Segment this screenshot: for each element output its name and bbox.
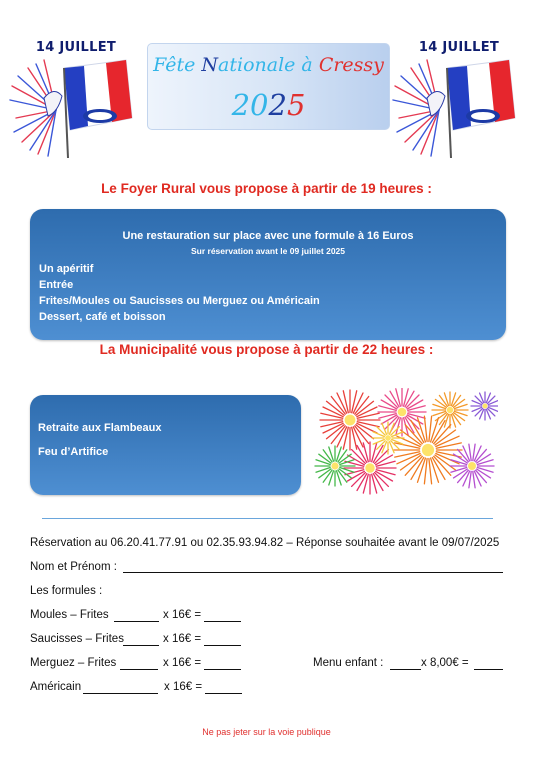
formulas-label: Les formules :: [30, 585, 103, 597]
restauration-panel: [30, 209, 506, 340]
formula-price-saucisses: x 16€ =: [163, 633, 202, 645]
menu-item: Frites/Moules ou Saucisses ou Merguez ou Américain: [39, 295, 320, 307]
kids-total-line[interactable]: [474, 669, 503, 670]
title-part-3: N: [201, 54, 219, 76]
kids-menu-price: x 8,00€ =: [421, 657, 469, 669]
fireworks-illustration: [310, 388, 498, 498]
quantity-line-americain[interactable]: [83, 693, 158, 694]
quantity-line-merguez[interactable]: [120, 669, 158, 670]
firework-burst: [471, 392, 498, 420]
title-part-4: ationale à: [218, 54, 319, 76]
reservation-contact-line: Réservation au 06.20.41.77.91 ou 02.35.93.94.82 – Réponse souhaitée avant le 09/07/2025: [30, 537, 500, 549]
flag-caption-right: 14 JUILLET: [418, 40, 500, 55]
firework-burst: [372, 422, 404, 454]
title-part-5: Cressy: [318, 54, 384, 76]
total-line-saucisses[interactable]: [204, 645, 241, 646]
total-line-americain[interactable]: [205, 693, 242, 694]
event-item-flambeaux: Retraite aux Flambeaux: [38, 422, 162, 434]
quantity-line-saucisses[interactable]: [123, 645, 159, 646]
kids-menu-label: Menu enfant :: [313, 657, 384, 669]
flag-firework-illustration-left: [8, 38, 144, 158]
flag-firework-illustration-right: [391, 38, 527, 158]
restauration-formula-line: Une restauration sur place avec une formule à 16 Euros: [122, 230, 414, 242]
year-part-3: 5: [286, 88, 306, 122]
formula-price-merguez: x 16€ =: [163, 657, 202, 669]
total-line-moules[interactable]: [204, 621, 241, 622]
municipalite-heading: La Municipalité vous propose à partir de 22 heures :: [99, 342, 434, 357]
firework-burst: [394, 416, 462, 484]
evening-events-panel: [30, 395, 301, 495]
title-part-2: ête: [165, 54, 202, 76]
firework-burst: [320, 390, 380, 450]
quantity-line-moules[interactable]: [114, 621, 159, 622]
formula-price-moules: x 16€ =: [163, 609, 202, 621]
name-label: Nom et Prénom :: [30, 561, 117, 573]
formula-label-moules: Moules – Frites: [30, 609, 109, 621]
menu-item: Dessert, café et boisson: [39, 311, 166, 323]
flag-caption-left: 14 JUILLET: [35, 40, 117, 55]
formula-label-saucisses: Saucisses – Frites: [30, 633, 124, 645]
foyer-rural-heading: Le Foyer Rural vous propose à partir de 19 heures :: [101, 181, 432, 196]
firework-burst: [450, 444, 494, 488]
title-part-1: F: [153, 54, 166, 76]
firework-burst: [378, 388, 426, 436]
event-item-artifice: Feu d’Artifice: [38, 446, 109, 458]
year-part-2: 2: [268, 88, 287, 122]
year-part-1: 20: [231, 88, 269, 122]
footer-note: Ne pas jeter sur la voie publique: [202, 727, 331, 737]
formula-label-americain: Américain: [30, 681, 82, 693]
total-line-merguez[interactable]: [204, 669, 241, 670]
formula-label-merguez: Merguez – Frites: [30, 657, 117, 669]
reservation-deadline-line: Sur réservation avant le 09 juillet 2025: [190, 246, 346, 256]
event-title: [148, 54, 389, 76]
menu-item: Un apéritif: [39, 263, 94, 275]
name-input-line[interactable]: [123, 572, 503, 573]
formula-price-americain: x 16€ =: [164, 681, 203, 693]
event-title-box: [147, 43, 390, 130]
menu-item: Entrée: [39, 279, 74, 291]
section-divider: [42, 518, 493, 519]
event-year: [148, 88, 389, 122]
menu-list: [39, 261, 320, 325]
kids-quantity-line[interactable]: [390, 669, 421, 670]
